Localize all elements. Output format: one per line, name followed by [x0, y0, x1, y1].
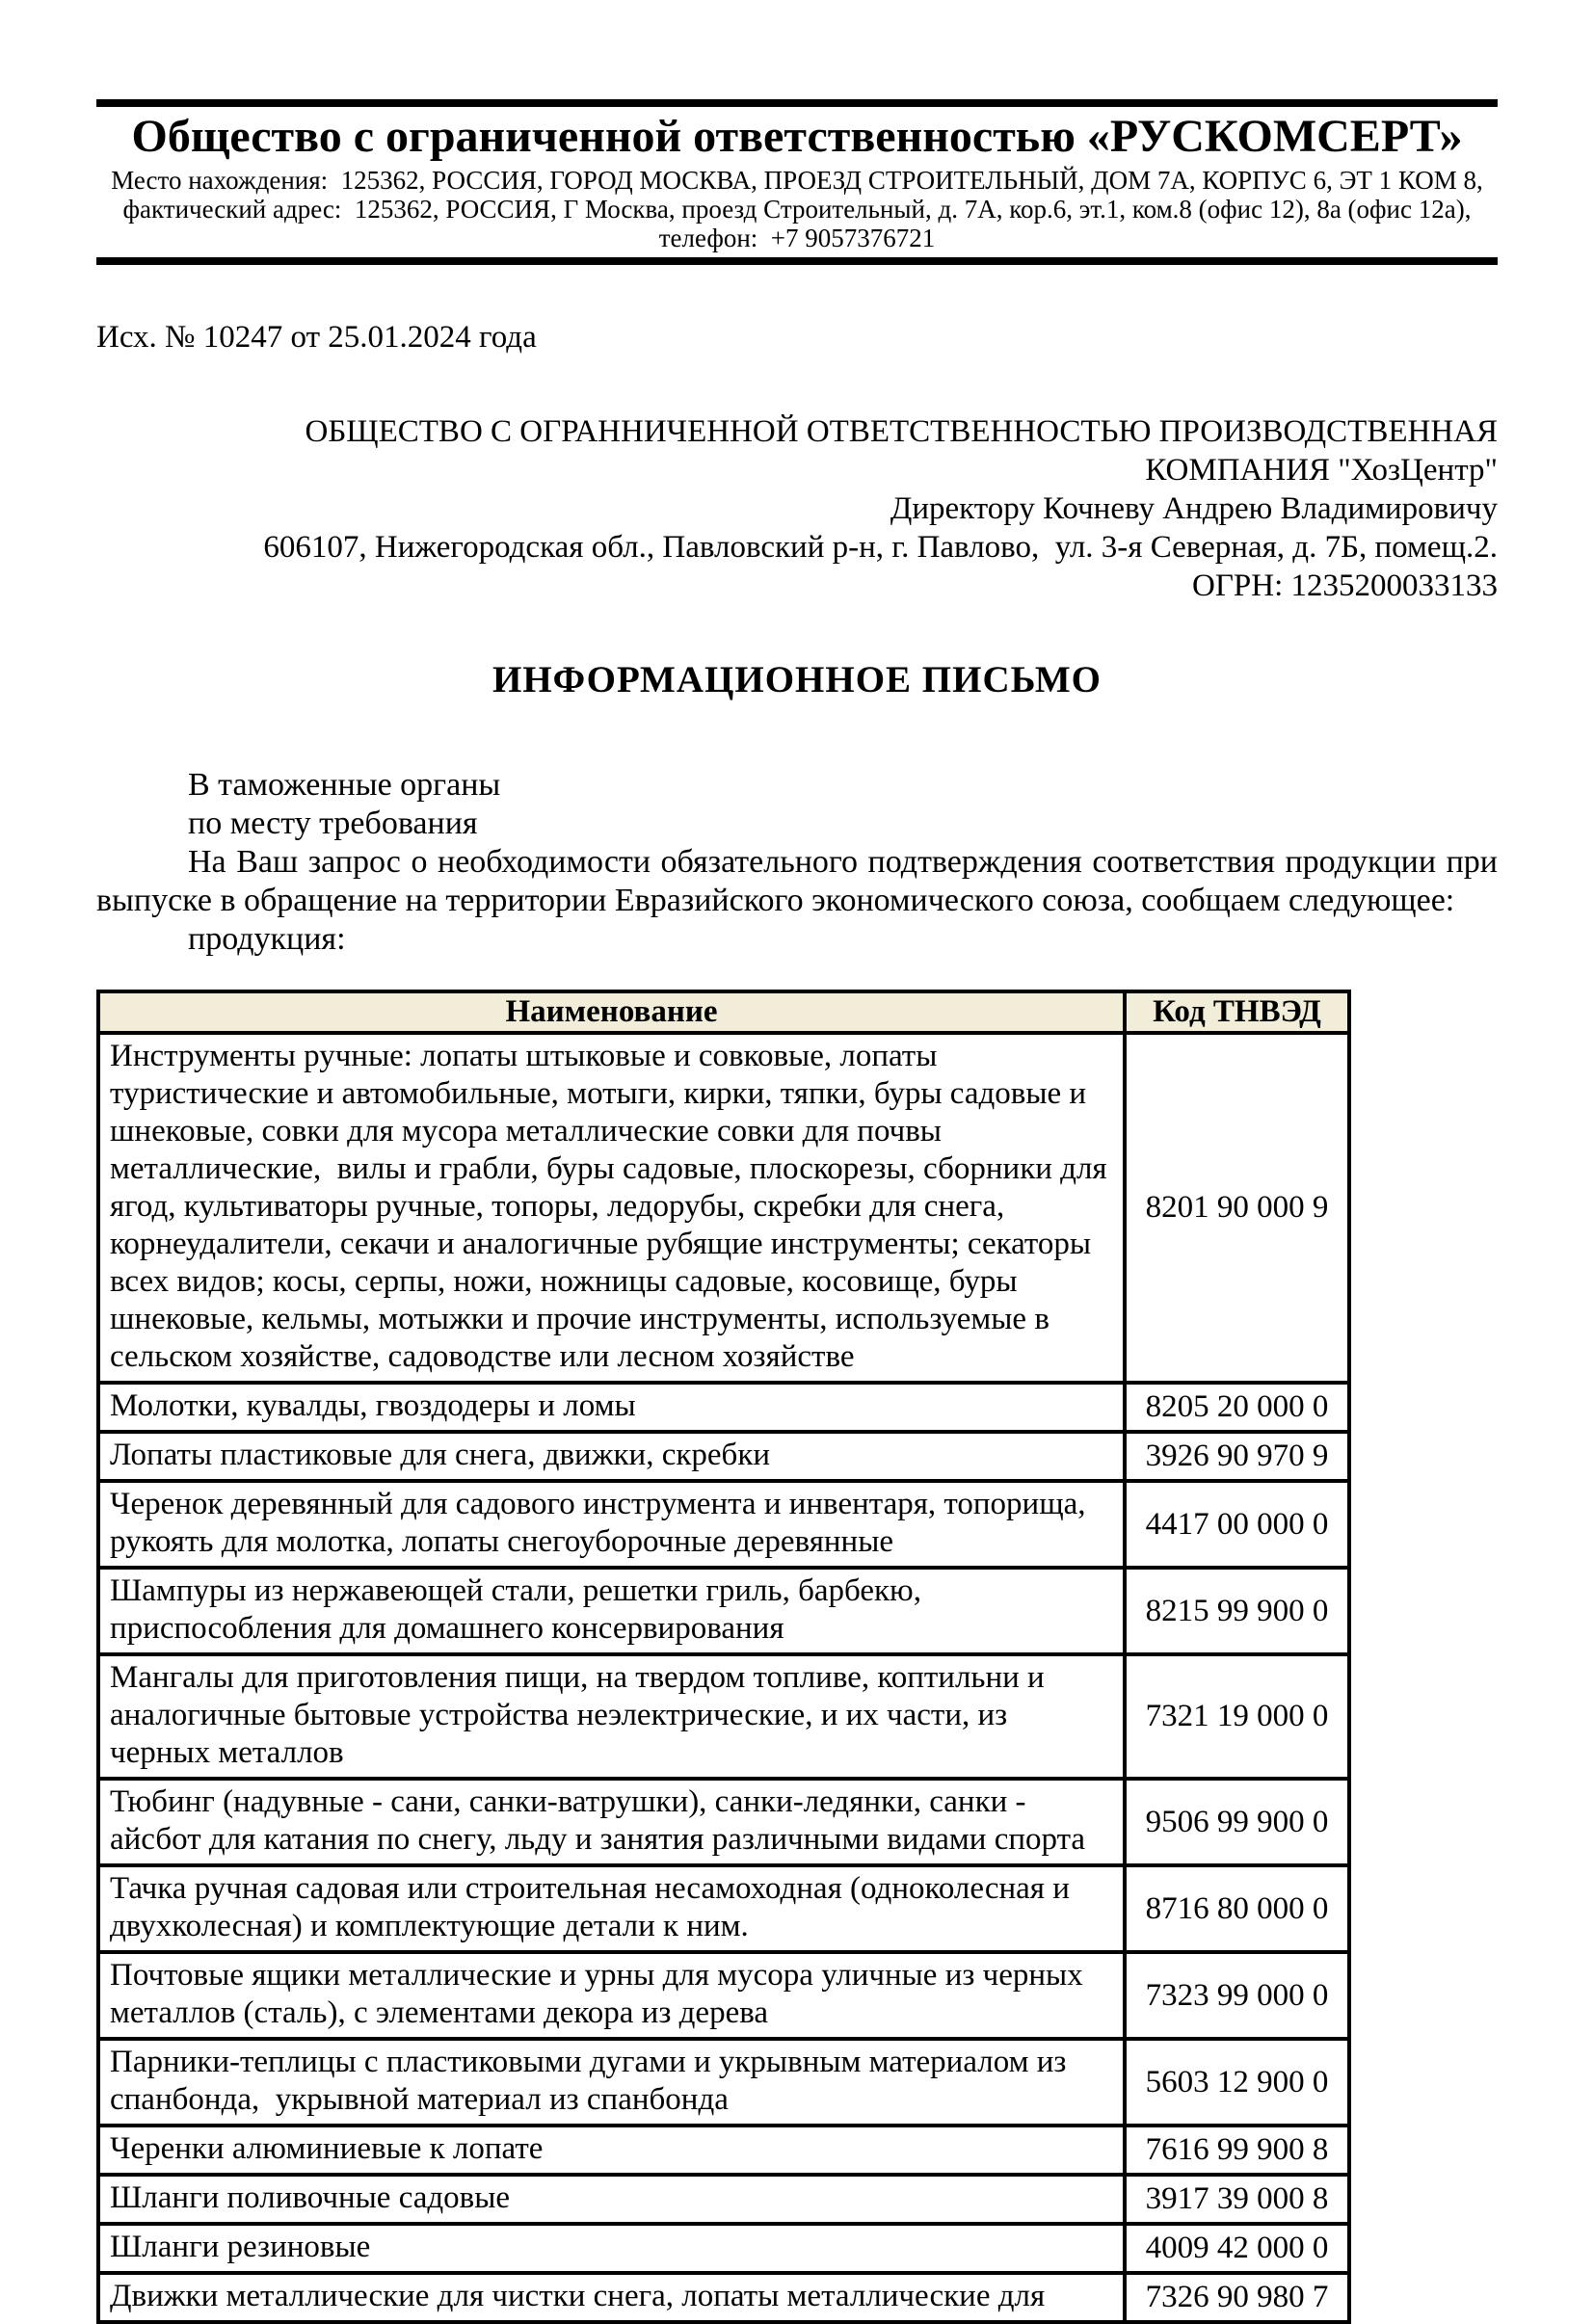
outgoing-reference: Исх. № 10247 от 25.01.2024 года — [96, 320, 537, 355]
tnved-code-cell: 7323 99 000 0 — [1125, 1952, 1349, 2039]
letterhead — [96, 99, 1498, 265]
table-row — [98, 2175, 1349, 2224]
product-table — [96, 990, 1351, 2324]
product-name-cell: Тачка ручная садовая или строительная несамоходная (одноколесная и двухколесная) и комплектующие детали к ним. — [98, 1865, 1125, 1952]
recipient-line: КОМПАНИЯ "ХозЦентр" — [1145, 453, 1498, 488]
tnved-code-cell: 7616 99 900 8 — [1125, 2126, 1349, 2175]
product-name-cell: Шланги резиновые — [98, 2224, 1125, 2273]
products-label: продукция: — [188, 921, 346, 957]
table-row — [98, 1033, 1349, 1383]
body-paragraph: На Ваш запрос о необходимости обязательного подтверждения соответствия продукции при выпуске в обращение на территории Евразийского экономического союза, сообщаем следующее: — [96, 844, 1498, 918]
table-row — [98, 1383, 1349, 1432]
product-name-cell: Лопаты пластиковые для снега, движки, скребки — [98, 1432, 1125, 1481]
letter-body — [96, 766, 1498, 959]
table-row — [98, 2273, 1349, 2322]
recipient-line: 606107, Нижегородская обл., Павловский р-н, г. Павлово, ул. 3-я Северная, д. 7Б, помещ.2. — [263, 530, 1498, 565]
table-row — [98, 1654, 1349, 1779]
recipient-line: ОГРН: 1235200033133 — [1191, 568, 1498, 603]
tnved-code-cell: 4417 00 000 0 — [1125, 1481, 1349, 1568]
tnved-code-cell: 4009 42 000 0 — [1125, 2224, 1349, 2273]
recipient-block — [96, 412, 1498, 605]
product-name-cell: Почтовые ящики металлические и урны для мусора уличные из черных металлов (сталь), с элементами декора из дерева — [98, 1952, 1125, 2039]
letterhead-legal-address: Место нахождения: 125362, РОССИЯ, ГОРОД МОСКВА, ПРОЕЗД СТРОИТЕЛЬНЫЙ, ДОМ 7А, КОРПУС 6, ЭТ 1 КОМ 8, — [111, 166, 1483, 195]
addressee-line: В таможенные органы — [188, 767, 501, 803]
table-row — [98, 2224, 1349, 2273]
table-row — [98, 1568, 1349, 1654]
column-header-tnved-code: Код ТНВЭД — [1125, 991, 1349, 1033]
tnved-code-cell: 7326 90 980 7 — [1125, 2273, 1349, 2322]
tnved-code-cell: 3917 39 000 8 — [1125, 2175, 1349, 2224]
product-name-cell: Мангалы для приготовления пищи, на твердом топливе, коптильни и аналогичные бытовые устройства неэлектрические, и их части, из черных металлов — [98, 1654, 1125, 1779]
table-row — [98, 2126, 1349, 2175]
column-header-name: Наименование — [98, 991, 1125, 1033]
recipient-line: Директору Кочневу Андрею Владимировичу — [890, 491, 1498, 526]
table-row — [98, 1952, 1349, 2039]
tnved-code-cell: 5603 12 900 0 — [1125, 2039, 1349, 2126]
product-name-cell: Движки металлические для чистки снега, лопаты металлические для — [98, 2273, 1125, 2322]
tnved-code-cell: 8215 99 900 0 — [1125, 1568, 1349, 1654]
tnved-code-cell: 3926 90 970 9 — [1125, 1432, 1349, 1481]
document-title: ИНФОРМАЦИОННОЕ ПИСЬМО — [491, 659, 1102, 700]
letterhead-phone: телефон: +7 9057376721 — [658, 224, 936, 252]
tnved-code-cell: 9506 99 900 0 — [1125, 1779, 1349, 1865]
letterhead-company-name: Общество с ограниченной ответственностью «РУСКОМСЕРТ» — [131, 111, 1463, 162]
table-row — [98, 1779, 1349, 1865]
tnved-code-cell: 8205 20 000 0 — [1125, 1383, 1349, 1432]
tnved-code-cell: 8716 80 000 0 — [1125, 1865, 1349, 1952]
table-row — [98, 1481, 1349, 1568]
product-name-cell: Шампуры из нержавеющей стали, решетки гриль, барбекю, приспособления для домашнего консервирования — [98, 1568, 1125, 1654]
product-name-cell: Молотки, кувалды, гвоздодеры и ломы — [98, 1383, 1125, 1432]
product-name-cell: Черенок деревянный для садового инструмента и инвентаря, топорища, рукоять для молотка, лопаты снегоуборочные деревянные — [98, 1481, 1125, 1568]
product-name-cell: Парники-теплицы с пластиковыми дугами и укрывным материалом из спанбонда, укрывной материал из спанбонда — [98, 2039, 1125, 2126]
table-row — [98, 2039, 1349, 2126]
product-name-cell: Инструменты ручные: лопаты штыковые и совковые, лопаты туристические и автомобильные, мотыги, кирки, тяпки, буры садовые и шнековые, совки для мусора металлические совки для почвы металлические, вилы и грабли, буры садовые, плоскорезы, сборники для ягод, культиваторы ручные, топоры, ледорубы, скребки для снега, корнеудалители, секачи и аналогичные рубящие инструменты; секаторы всех видов; косы, серпы, ножи, ножницы садовые, косовище, буры шнековые, кельмы, мотыжки и прочие инструменты, используемые в сельском хозяйстве, садоводстве или лесном хозяйстве — [98, 1033, 1125, 1383]
recipient-line: ОБЩЕСТВО С ОГРАННИЧЕННОЙ ОТВЕТСТВЕННОСТЬЮ ПРОИЗВОДСТВЕННАЯ — [305, 414, 1498, 449]
tnved-code-cell: 7321 19 000 0 — [1125, 1654, 1349, 1779]
table-row — [98, 1865, 1349, 1952]
table-header-row — [98, 991, 1349, 1033]
tnved-code-cell: 8201 90 000 9 — [1125, 1033, 1349, 1383]
product-name-cell: Тюбинг (надувные - сани, санки-ватрушки), санки-ледянки, санки - айсбот для катания по снегу, льду и занятия различными видами спорта — [98, 1779, 1125, 1865]
table-row — [98, 1432, 1349, 1481]
product-name-cell: Шланги поливочные садовые — [98, 2175, 1125, 2224]
product-name-cell: Черенки алюминиевые к лопате — [98, 2126, 1125, 2175]
addressee-line: по месту требования — [188, 805, 478, 841]
letterhead-actual-address: фактический адрес: 125362, РОССИЯ, Г Москва, проезд Строительный, д. 7А, кор.6, эт.1, ком.8 (офис 12), 8а (офис 12а), — [122, 195, 1472, 224]
